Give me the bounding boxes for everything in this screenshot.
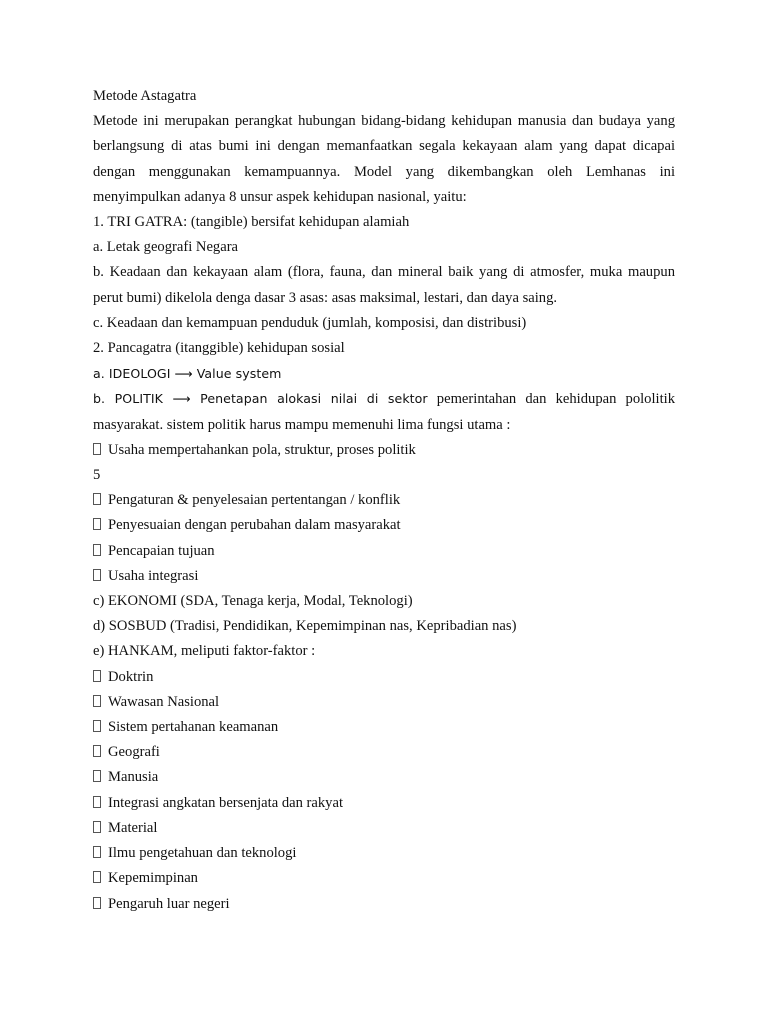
missing-glyph-box-icon [93,871,101,883]
hankam-bullet: Geografi [108,744,160,761]
missing-glyph-box-icon [93,796,101,808]
politik-bullet: Penyesuaian dengan perubahan dalam masyarakat [108,517,401,534]
politik-paragraph [93,386,675,437]
list-item [93,740,675,765]
politik-bullet: Pengaturan & penyelesaian pertentangan / konflik [108,492,401,509]
ekonomi-line: c) EKONOMI (SDA, Tenaga kerja, Modal, Teknologi) [93,593,413,610]
missing-glyph-box-icon [93,443,101,455]
list-item [93,690,675,715]
politik-bullet: Pencapaian tujuan [108,542,215,559]
sosbud-line: d) SOSBUD (Tradisi, Pendidikan, Kepemimpinan nas, Kepribadian nas) [93,618,517,635]
list-item [93,791,675,816]
missing-glyph-box-icon [93,493,101,505]
section-1-item-b: b. Keadaan dan kekayaan alam (flora, fauna, dan mineral baik yang di atmosfer, muka maupun perut bumi) dikelola denga dasar 3 asas: asas maksimal, lestari, dan daya saing. [93,264,675,306]
hankam-bullet: Integrasi angkatan bersenjata dan rakyat [108,794,344,811]
list-item [93,892,675,917]
list-item [93,665,675,690]
section-1-heading: 1. TRI GATRA: (tangible) bersifat kehidupan alamiah [93,214,410,231]
section-2-heading: 2. Pancagatra (itanggible) kehidupan sosial [93,340,345,357]
politik-lead: b. POLITIK ⟶ Penetapan alokasi nilai di sektor [93,391,428,407]
hankam-line: e) HANKAM, meliputi faktor-faktor : [93,643,316,660]
politik-bullet: Usaha integrasi [108,567,199,584]
list-item [93,564,675,589]
hankam-bullet: Ilmu pengetahuan dan teknologi [108,845,297,862]
section-1-item-c: c. Keadaan dan kemampuan penduduk (jumlah, komposisi, dan distribusi) [93,314,527,331]
document-page [93,84,675,917]
politik-bullet-1: Usaha mempertahankan pola, struktur, proses politik [108,441,416,458]
list-item [93,866,675,891]
document-title: Metode Astagatra [93,88,197,104]
hankam-bullet: Kepemimpinan [108,870,198,887]
missing-glyph-box-icon [93,897,101,909]
hankam-bullet: Manusia [108,769,159,786]
politik-bullet-list [93,488,675,589]
intro-paragraph: Metode ini merupakan perangkat hubungan bidang-bidang kehidupan manusia dan budaya yang berlangsung di atas bumi ini dengan memanfaatkan segala kekayaan alam yang dapat dicapai dengan menggunakan kemampuannya. Model yang dikembangkan oleh Lemhanas ini menyimpulkan adanya 8 unsur aspek kehidupan nasional, yaitu: [93,113,675,205]
hankam-bullet: Wawasan Nasional [108,693,220,710]
list-item [93,816,675,841]
list-item [93,765,675,790]
missing-glyph-box-icon [93,720,101,732]
list-item [93,438,675,463]
politik-rest: pemerintahan dan kehidupan pololitik masyarakat. sistem politik harus mampu memenuhi lima fungsi utama : [93,391,675,433]
list-item [93,488,675,513]
missing-glyph-box-icon [93,518,101,530]
section-1-item-a: a. Letak geografi Negara [93,239,239,256]
missing-glyph-box-icon [93,695,101,707]
missing-glyph-box-icon [93,670,101,682]
missing-glyph-box-icon [93,770,101,782]
hankam-bullet: Pengaruh luar negeri [108,895,230,912]
hankam-bullet: Material [108,819,158,836]
list-item [93,539,675,564]
ideologi-line: a. IDEOLOGI ⟶ Value system [93,366,282,382]
hankam-bullet-list [93,665,675,917]
missing-glyph-box-icon [93,821,101,833]
list-item [93,513,675,538]
missing-glyph-box-icon [93,569,101,581]
hankam-bullet: Doktrin [108,668,154,685]
hankam-bullet: Sistem pertahanan keamanan [108,719,279,736]
list-item [93,715,675,740]
page-number: 5 [93,467,101,484]
missing-glyph-box-icon [93,846,101,858]
list-item [93,841,675,866]
missing-glyph-box-icon [93,745,101,757]
missing-glyph-box-icon [93,544,101,556]
